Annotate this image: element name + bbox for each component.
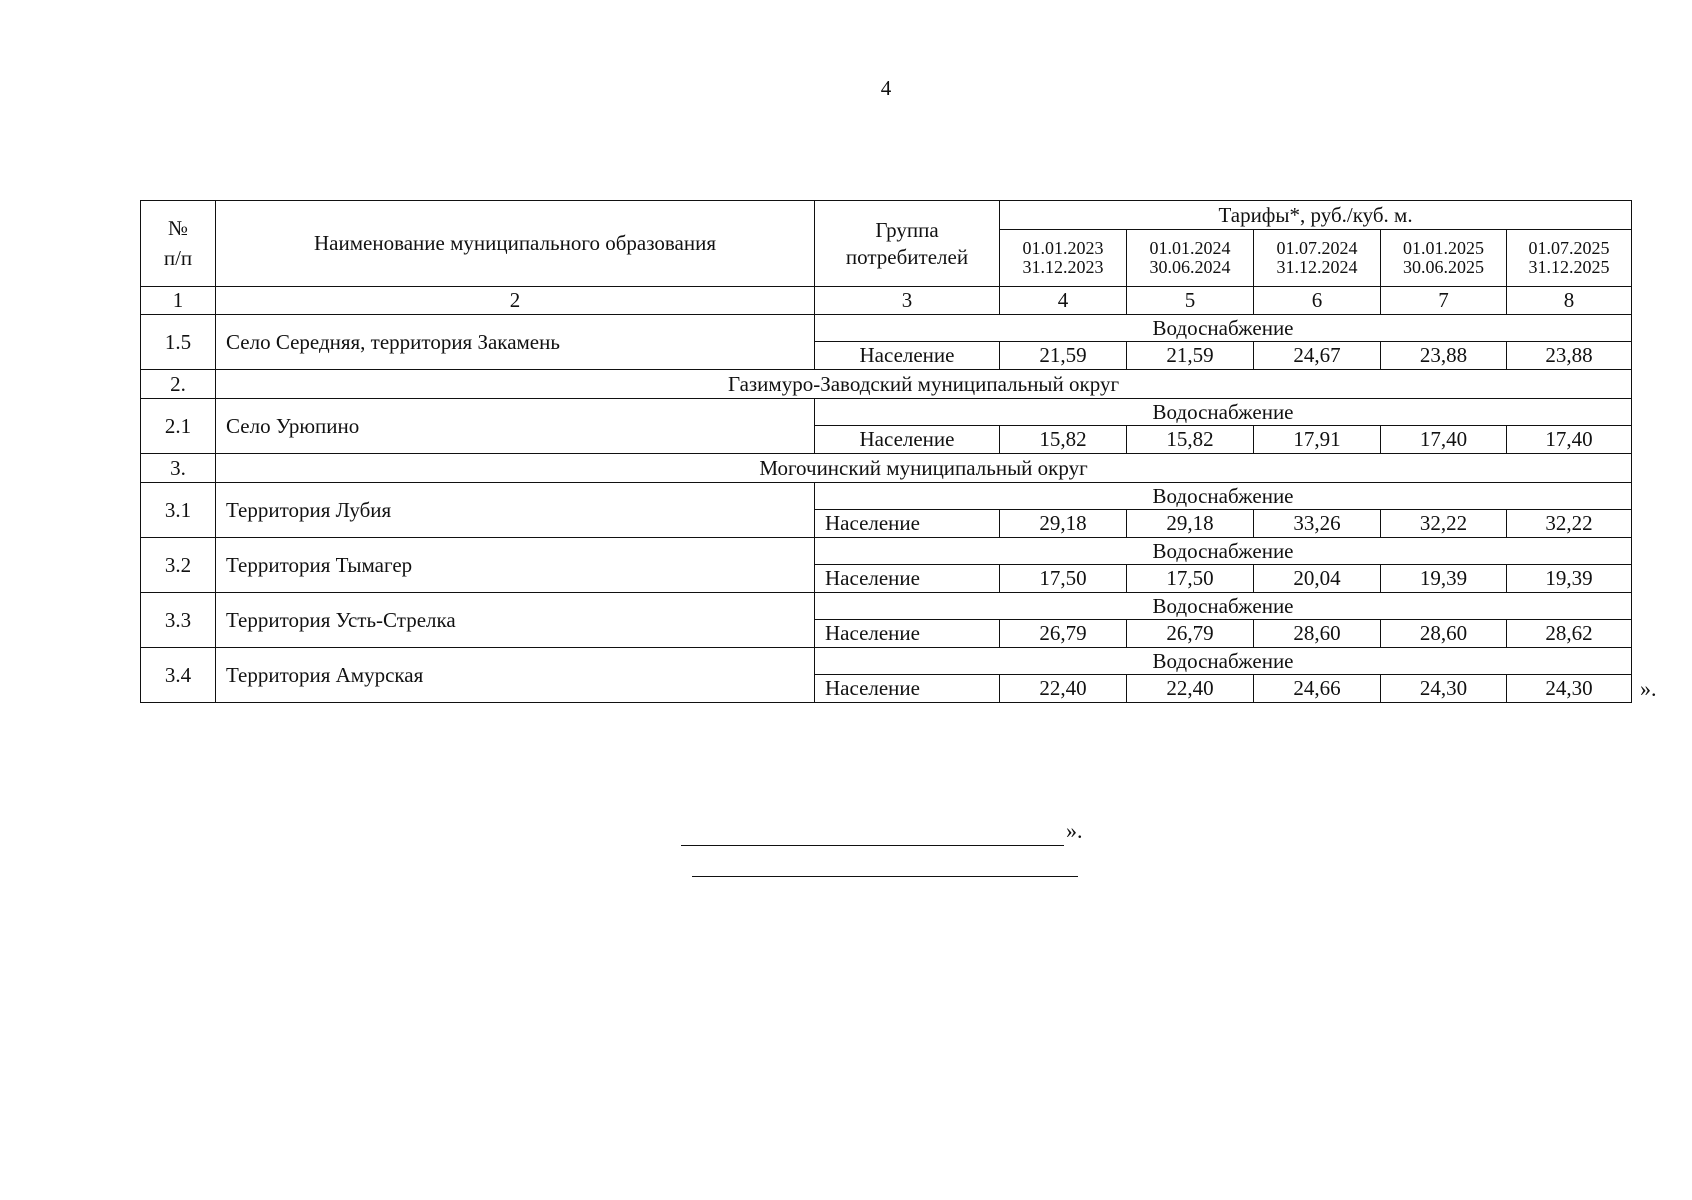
tariff-value: 24,67	[1254, 342, 1381, 370]
tariff-value: 22,40	[1127, 675, 1254, 703]
tariff-value: 24,30	[1507, 675, 1632, 703]
column-number: 3	[815, 287, 1000, 315]
consumer-group: Население	[815, 620, 1000, 648]
consumer-group: Население	[815, 675, 1000, 703]
tariff-value: 17,50	[1000, 565, 1127, 593]
service-label: Водоснабжение	[815, 315, 1632, 342]
table-row	[141, 315, 1632, 342]
column-number: 1	[141, 287, 216, 315]
consumer-group: Население	[815, 510, 1000, 538]
municipality-name: Село Урюпино	[216, 399, 815, 454]
municipality-name: Село Середняя, территория Закамень	[216, 315, 815, 370]
row-num: 3.4	[141, 648, 216, 703]
tariff-value: 28,62	[1507, 620, 1632, 648]
tariff-value: 19,39	[1507, 565, 1632, 593]
header-period: 01.07.2024 31.12.2024	[1254, 230, 1381, 287]
header-period: 01.01.2024 30.06.2024	[1127, 230, 1254, 287]
service-label: Водоснабжение	[815, 538, 1632, 565]
column-number: 4	[1000, 287, 1127, 315]
column-number: 5	[1127, 287, 1254, 315]
tariff-value: 32,22	[1507, 510, 1632, 538]
consumer-group: Население	[815, 565, 1000, 593]
row-num: 3.1	[141, 483, 216, 538]
tariff-value: 32,22	[1381, 510, 1507, 538]
tariff-value: 28,60	[1254, 620, 1381, 648]
header-num: № п/п	[141, 201, 216, 287]
tariff-value: 24,66	[1254, 675, 1381, 703]
section-title: Могочинский муниципальный округ	[216, 454, 1632, 483]
service-label: Водоснабжение	[815, 648, 1632, 675]
closing-quote-table: ».	[1640, 675, 1657, 701]
municipality-name: Территория Тымагер	[216, 538, 815, 593]
row-num: 3.2	[141, 538, 216, 593]
header-period: 01.01.2023 31.12.2023	[1000, 230, 1127, 287]
column-number: 6	[1254, 287, 1381, 315]
header-group: Группа потребителей	[815, 201, 1000, 287]
column-number: 8	[1507, 287, 1632, 315]
tariff-value: 26,79	[1127, 620, 1254, 648]
tariff-value: 22,40	[1000, 675, 1127, 703]
tariff-value: 21,59	[1000, 342, 1127, 370]
column-number: 2	[216, 287, 815, 315]
tariff-value: 17,40	[1381, 426, 1507, 454]
service-label: Водоснабжение	[815, 399, 1632, 426]
service-label: Водоснабжение	[815, 593, 1632, 620]
closing-quote-signature: ».	[1066, 818, 1083, 843]
tariff-value: 24,30	[1381, 675, 1507, 703]
tariff-value: 33,26	[1254, 510, 1381, 538]
tariff-value: 17,40	[1507, 426, 1632, 454]
tariff-value: 29,18	[1127, 510, 1254, 538]
table-row	[141, 399, 1632, 426]
header-name: Наименование муниципального образования	[216, 201, 815, 287]
tariff-value: 23,88	[1381, 342, 1507, 370]
header-tariffs: Тарифы*, руб./куб. м.	[1000, 201, 1632, 230]
service-label: Водоснабжение	[815, 483, 1632, 510]
tariff-value: 17,50	[1127, 565, 1254, 593]
tariff-value: 29,18	[1000, 510, 1127, 538]
tariff-value: 23,88	[1507, 342, 1632, 370]
consumer-group: Население	[815, 342, 1000, 370]
page-number: 4	[880, 76, 892, 100]
tariff-value: 17,91	[1254, 426, 1381, 454]
tariff-value: 15,82	[1000, 426, 1127, 454]
tariff-value: 28,60	[1381, 620, 1507, 648]
section-row	[141, 370, 1632, 399]
municipality-name: Территория Усть-Стрелка	[216, 593, 815, 648]
consumer-group: Население	[815, 426, 1000, 454]
header-period: 01.01.2025 30.06.2025	[1381, 230, 1507, 287]
municipality-name: Территория Амурская	[216, 648, 815, 703]
tariff-value: 19,39	[1381, 565, 1507, 593]
signature-line-upper	[681, 845, 1064, 846]
row-num: 3.3	[141, 593, 216, 648]
section-num: 3.	[141, 454, 216, 483]
row-num: 2.1	[141, 399, 216, 454]
signature-line-lower	[692, 876, 1078, 877]
row-num: 1.5	[141, 315, 216, 370]
tariff-value: 15,82	[1127, 426, 1254, 454]
section-row	[141, 454, 1632, 483]
tariff-value: 26,79	[1000, 620, 1127, 648]
tariff-value: 21,59	[1127, 342, 1254, 370]
section-title: Газимуро-Заводский муниципальный округ	[216, 370, 1632, 399]
table-row	[141, 538, 1632, 565]
column-number: 7	[1381, 287, 1507, 315]
municipality-name: Территория Лубия	[216, 483, 815, 538]
tariff-value: 20,04	[1254, 565, 1381, 593]
table-row	[141, 648, 1632, 675]
header-period: 01.07.2025 31.12.2025	[1507, 230, 1632, 287]
table-row	[141, 593, 1632, 620]
tariff-table	[140, 200, 1632, 703]
table-row	[141, 483, 1632, 510]
section-num: 2.	[141, 370, 216, 399]
